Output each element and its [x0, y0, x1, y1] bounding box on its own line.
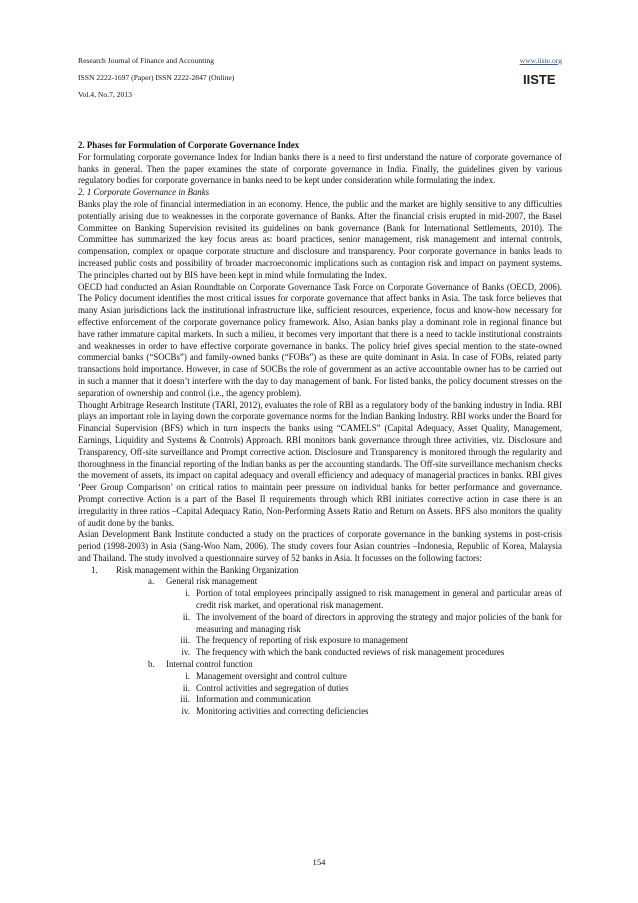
section-heading: 2. Phases for Formulation of Corporate Governance Index — [78, 140, 300, 150]
page-number: 154 — [312, 857, 326, 867]
list-item — [78, 671, 562, 683]
iiste-logo — [522, 66, 556, 88]
list-marker: ii. — [182, 682, 190, 693]
list-marker: iv. — [181, 647, 190, 658]
list-marker: iv. — [181, 706, 190, 717]
page-header — [78, 52, 562, 122]
logo-text: IISTE — [523, 72, 556, 87]
list-item — [78, 635, 562, 647]
list-item-text: Monitoring activities and correcting deficiencies — [196, 706, 369, 717]
factors-list — [78, 565, 562, 718]
list-marker: iii. — [180, 635, 190, 646]
list-item — [78, 694, 562, 706]
article-body — [78, 140, 562, 718]
list-item-text: Control activities and segregation of duties — [196, 682, 349, 693]
journal-url-link[interactable]: www.iiste.org — [519, 56, 562, 65]
paragraph-banks: Banks play the role of financial intermediation in an economy. Hence, the public and the market are highly sensitive to any difficulties potentially arising due to weaknesses in the corporate governance of Banks. After the financial crisis erupted in mid-2007, the Basel Committee on Banking Supervision revisited its guidelines on bank governance (Bank for International Settlements, 2010). The Committee has summarized the key focus areas as: board practices, senior management, risk management and internal controls, compensation, complex or opaque corporate structure and disclosure and transparency. Poor corporate governance in banks leads to increased public costs and possibility of broader macroeconomic implications such as contagion risk and impact on payment systems. The principles charted out by BIS have been kept in mind while formulating the Index. — [78, 198, 562, 280]
paragraph-oecd: OECD had conducted an Asian Roundtable on Corporate Governance Task Force on Corporate Governance of Banks (OECD, 2006). The Policy document identifies the most critical issues for corporate governance that affect banks in Asia. The task force believes that many Asian jurisdictions lack the institutional infrastructure like, sufficient resources, experience, focus and know-how necessary for effective enforcement of the corporate governance policy framework. Also, Asian banks play a dominant role in regional finance but have rather immature capital markets. In such a milieu, it becomes very important that there is a need to tackle institutional constraints and weaknesses in order to have effective corporate governance in banks. The policy brief gives special mention to the state-owned commercial banks (“SOCBs”) and family-owned banks (“FOBs”) as these are quite dominant in Asia. In case of FOBs, related party transactions hold importance. However, in case of SOCBs the role of government as an active accountable owner has to be carried out in such a manner that it doesn’t interfere with the day to day management of bank. For listed banks, the policy document stresses on the separation of ownership and control (i.e., the agency problem). — [78, 281, 562, 398]
paragraph-tari: Thought Arbitrage Research Institute (TARI, 2012), evaluates the role of RBI as a regulatory body of the banking industry in India. RBI plays an important role in laying down the corporate governance norms for the Indian Banking Industry. RBI works under the Board for Financial Supervision (BFS) which in turn inspects the banks using “CAMELS” (Capital Adequacy, Asset Quality, Management, Earnings, Liquidity and Systems & Controls) Approach. RBI monitors bank governance through three activities, viz. Disclosure and Transparency, Off-site surveillance and Prompt corrective action. Disclosure and Transparency is monitored through the regularity and thoroughness in the financial reporting of the Indian banks as per the accounting standards. The Off-site surveillance mechanism checks the movement of assets, its impact on capital adequacy and overall efficiency and adequacy of managerial practices in banks. RBI gives ‘Peer Group Comparison’ on critical ratios to maintain peer pressure on individual banks for better performance and governance. Prompt corrective Action is a part of the Basel II requirements through which RBI initiates corrective action in case there is an irregularity in three ratios –Capital Adequacy Ratio, Non-Performing Assets Ratio and Return on Assets. BFS also monitors the quality of audit done by the banks. — [78, 399, 562, 528]
list-marker: 1. — [91, 564, 98, 575]
list-item-text: Information and communication — [196, 694, 311, 705]
list-item-text: The frequency of reporting of risk exposure to management — [196, 635, 408, 646]
list-item-text: Risk management within the Banking Organization — [116, 564, 299, 575]
journal-info — [78, 52, 234, 103]
list-item-text: Internal control function — [166, 659, 253, 670]
journal-issn: ISSN 2222-1697 (Paper) ISSN 2222-2847 (Online) — [78, 73, 235, 82]
list-marker: b. — [148, 659, 155, 670]
list-item — [78, 659, 562, 671]
journal-volume: Vol.4, No.7, 2013 — [78, 90, 132, 99]
list-marker: a. — [148, 576, 155, 587]
paragraph-adbi: Asian Development Bank Institute conducted a study on the practices of corporate governance in the banking systems in post-crisis period (1998-2003) in Asia (Sang-Woo Nam, 2006). The study covers four Asian countries –Indonesia, Republic of Korea, Malaysia and Thailand. The study involved a questionnaire survey of 52 banks in Asia. It focusses on the following factors: — [78, 529, 562, 563]
list-item — [78, 576, 562, 588]
list-item-text: The frequency with which the bank conducted reviews of risk management procedures — [196, 647, 505, 658]
list-marker: iii. — [180, 694, 190, 705]
list-marker: ii. — [182, 611, 190, 622]
list-marker: i. — [185, 670, 190, 681]
list-item — [78, 588, 562, 612]
list-item-text: Portion of total employees principally assigned to risk management in general and particular areas of credit risk market, and operational risk management. — [196, 588, 562, 611]
list-marker: i. — [185, 588, 190, 599]
list-item — [78, 612, 562, 636]
list-item-text: General risk management — [166, 576, 258, 587]
journal-title: Research Journal of Finance and Accounting — [78, 56, 215, 65]
intro-paragraph: For formulating corporate governance Index for Indian banks there is a need to first understand the nature of corporate governance of banks in general. Then the paper examines the state of corporate governance in India. Finally, the guidelines given by various regulatory bodies for corporate governance in banks need to be kept under consideration while formulating the index. — [78, 151, 562, 186]
list-item-text: The involvement of the board of directors in approving the strategy and major policies of the bank for measuring and managing risk — [196, 611, 562, 634]
list-item-text: Management oversight and control culture — [196, 670, 347, 681]
subsection-heading: 2. 1 Corporate Governance in Banks — [78, 187, 210, 198]
list-item — [78, 565, 562, 577]
list-item — [78, 706, 562, 718]
list-item — [78, 683, 562, 695]
list-item — [78, 647, 562, 659]
